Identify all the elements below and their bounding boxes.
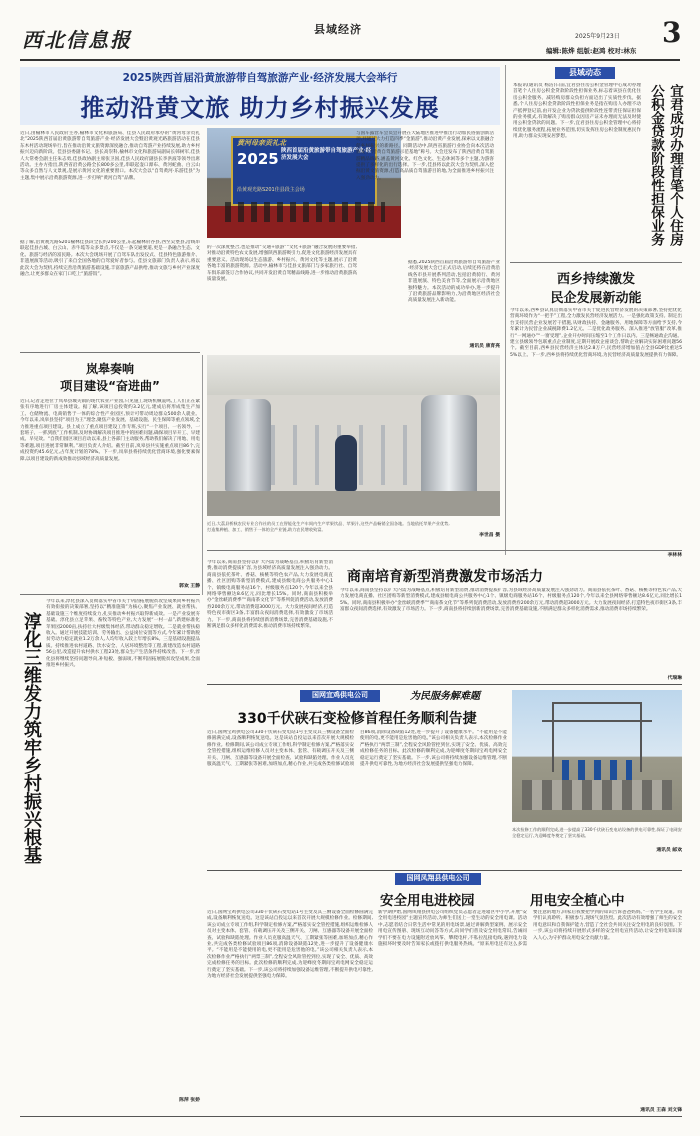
event-banner-sub: 沿黄观光路S201佳县段主会场 — [237, 187, 305, 193]
factory-worker — [335, 435, 357, 491]
shangnan-body: 今年以来,商南县坚持以扩大内需为战略基点,积极培育新型消费,推动消费提质扩容,为县域经济高质量发展注入强劲动力。商南县依托茶叶、香菇、核桃等特色农产品,大力发展电商直播、社区团购等新型消费模式,建成县级电商公共服务中心1个、镇级电商服务站16个、村级服务点120个,今年以来全县网络零售额达8.6亿元,同比增长15%。同时,商南县积极举办“金丝峡消费季”“商南茶文化节”等系列促消费活动,发放消费券200余万元,带动消费超3000万元。大力发展夜间经济,打造特色夜市街区3条,丰富群众夜间消费选择,有效激发了市场活力。下一步,商南县将持续创新消费场景,完善消费基础设施,不断满足群众多样化消费需求,推动消费市场持续繁荣。 — [207, 560, 333, 630]
fengxiang-credit: 通讯员 王森 刘文锋 — [640, 1108, 682, 1113]
fengxiang-rule — [207, 870, 682, 871]
chunhua-rule — [20, 594, 200, 595]
yijun-body: 本报讯(通讯员 杨洁)日前,宜君县住房公积金管理中心成功办理首笔个人住房公积金贷款阶段性担保业务,标志着该县在优化住房公积金服务、减轻购房群众负担方面迈出了实质性步伐。据悉,个人住房公积金贷款阶段性担保业务是指在购房人办理不动产抵押登记前,由开发企业为贷款提供阶段性连带责任保证担保的业务模式,有效解决了购房群众因房产证未办理而无法及时使用公积金贷款的问题。下一步,宜君县住房公积金管理中心将持续优化服务流程,拓展业务范围,切实发挥住房公积金制度惠民作用,助力群众实现安居梦想。 — [513, 83, 641, 140]
lead-credit: 通讯员 康育亮 — [469, 344, 500, 349]
lanhuang-title-1: 岚皋奏响 — [85, 362, 134, 376]
factory-credit: 李世昌 摄 — [479, 533, 500, 538]
masthead-date: 2025年9月23日 — [575, 33, 620, 40]
column-rule-left — [202, 355, 203, 595]
lead-body-col4: 与国车露营车会员会开展在大陆地区推进中推出行动加民俗旅创新活动,并通过大力打造四季“金旅游”,推动沿黄产业发展,探索以文旅融合促乡村振兴的新路径。同期活动中,陕西省旅游行业协会向本次活动颁发了“沿黄自驾旅游示范基地”称号。大会还发布了陕西沿黄自驾旅游精品线路,涵盖黄河文化、红色文化、生态休闲等多个主题,为游客提供了多样化的出行选择。下一步,佳县将以此次大会为契机,深入挖掘沿黄文旅资源,打造高品质自驾旅游目的地,为全面推进乡村振兴注入强劲动力。 — [356, 131, 494, 181]
grid330-company: 国网宜鸡供电公司 — [300, 690, 380, 702]
masthead-logo: 西北信息报 — [22, 28, 132, 52]
factory-ceiling — [207, 355, 500, 395]
grid330-body-lower: 近日,国网宝鸡供电公司330千伏硖石变电站1号主变及其三侧设备全面检修圆满完成,设备顺利恢复送电。这是该站自投运以来首次开展大规模检修作业。检修期间,该公司成立专项工作组,科学制定检修方案,严格落实安全管控措施,组织运维检修人员对主变本体、套管、有载调压开关及三侧开关、刀闸、互感器等设备开展全面检查、试验和缺陷处理。作业人员克服高温天气、工期紧张等困难,加班加点,精心作业,共完成各类检修试验项目86项,消除设备缺陷12处,进一步提升了设备健康水平。“不能用是不能使用的电,更不能用是危害他的电。”该公司相关负责人表示,本次检修作业严格执行“两票三制”,全程安全风险管控到位,实现了安全、优质、高效完成检修任务的目标。此次检修的顺利完成,为迎峰度冬期间宝鸡电网安全稳定运行奠定了坚实基础。下一步,该公司将持续加强设备运维管理,不断提升供电可靠性,为地方经济社会发展提供坚强电力保障。 — [207, 910, 373, 980]
fengxiang-company: 国网凤翔县供电公司 — [395, 873, 481, 885]
grid330-body: 近日,国网宝鸡供电公司330千伏硖石变电站1号主变及其三侧设备全面检修圆满完成,设备顺利恢复送电。这是该站自投运以来首次开展大规模检修作业。检修期间,该公司成立专项工作组,科学制定检修方案,严格落实安全管控措施,组织运维检修人员对主变本体、套管、有载调压开关及三侧开关、刀闸、互感器等设备开展全面检查、试验和缺陷处理。作业人员克服高温天气、工期紧张等困难,加班加点,精心作业,共完成各类检修试验项目86项,消除设备缺陷12处,进一步提升了设备健康水平。“不能用是不能使用的电,更不能用是危害他的电。”该公司相关负责人表示,本次检修作业严格执行“两票三制”,全程安全风险管控到位,实现了安全、优质、高效完成检修任务的目标。此次检修的顺利完成,为迎峰度冬期间宝鸡电网安全稳定运行奠定了坚实基础。下一步,该公司将持续加强设备运维管理,不断提升供电可靠性,为地方经济社会发展提供坚强电力保障。 — [207, 730, 507, 768]
chunhua-credit: 陈萍 张娇 — [179, 1098, 200, 1103]
shangnan-rule — [207, 550, 682, 551]
chunhua-title: 淳化三维发力筑牢乡村振兴根基 — [21, 612, 42, 864]
substation-photo — [512, 690, 682, 822]
substation-equipment — [522, 780, 672, 810]
bottom-rule — [20, 1116, 682, 1117]
shangnan-title: 商南培育新型消费激发市场活力 — [347, 569, 543, 585]
chunhua-body: 今年以来,淳化县深入贯彻落实中省市关于巩固拓展脱贫攻坚成果同乡村振兴有效衔接的决策部署,坚持以“精准施策”为核心,聚焦产业发展、就业帮扶、基础设施三个维度持续发力,扎实推动乡村振兴取得新成效。一是产业发展夯基础。淳化县立足苹果、畜牧等特色产业,大力发展“一村一品”,新建标准化苹果园2000亩,扶持壮大村级集体经济,带动群众稳定增收。二是就业帮扶稳收入。通过开展技能培训、劳务输出、公益岗位安置等方式,今年累计帮助脱贫劳动力稳定就业1.2万余人,人均年收入较上年增长8%。三是基础设施提品质。持续推进农村道路、饮水安全、人居环境整治等工程,新建改造农村道路56公里,改造提升农村供水工程23处,群众生产生活条件持续改善。下一步,淳化县将继续坚持问题导向,补短板、强弱项,不断巩固拓展脱贫攻坚成果,全面推进乡村振兴。 — [46, 599, 200, 669]
xixiang-title-1: 西乡持续激发 — [556, 272, 635, 287]
fengxiang-title-2: 用电安全植心中 — [530, 893, 625, 909]
masthead-section: 县域经济 — [314, 23, 362, 36]
substation-crossbar — [542, 720, 652, 722]
factory-tank-1 — [225, 399, 271, 491]
fengxiang-body: 新学期伊始,国网凤翔县供电公司组织党员志愿者走进辖区中小学,开展“安全用电进校园”主题宣传活动,为师生们送上一堂生动的安全用电课。活动中,志愿者结合日常生活中常见的用电场景,通过讲解典型案例、展示安全用电宣传图册、现场互动问答等方式,向同学们普及安全用电常识,告诫同学们不要在电力设施附近放风筝、攀爬电杆,不私拉乱接电线,遇到电力设施损坏时要及时告知家长或拨打供电服务热线。“原来用电还有这么多需要注意的地方,回家后我要把学到的知识告诉爸爸妈妈。”一名学生说道。同学们认真聆听、积极参与,现场气氛热烈。此次活动有效增强了师生的安全用电意识和自我保护能力,营造了全社会共同关注安全用电的良好氛围。下一步,该公司将持续开展形式多样的安全用电宣传活动,让安全用电知识深入人心,为守护群众用电安全贡献力量。 — [378, 910, 682, 948]
masthead-page-number: 3 — [662, 16, 682, 49]
factory-caption: 近日,大荔县桥秋农民专业合作社的员工在智能化生产车间内生产苹果饮品、苹果汁,这些产品畅销全国各地。当地依托苹果产业优势,打造集种植、加工、销售于一体的全产业链,助力农民增收致富。 — [207, 521, 450, 532]
masthead-rule — [20, 59, 680, 61]
sidebar-tag: 县域动态 — [555, 67, 615, 79]
lead-kicker: 2025陕西首届沿黄旅游带自驾旅游产业·经济发展大会举行 — [122, 72, 398, 84]
xixiang-title-2: 民企发展新动能 — [550, 291, 642, 306]
shangnan-body-right: 今年以来,商南县坚持以扩大内需为战略基点,积极培育新型消费,推动消费提质扩容,为县域经济高质量发展注入强劲动力。商南县依托茶叶、香菇、核桃等特色农产品,大力发展电商直播、社区团购等新型消费模式,建成县级电商公共服务中心1个、镇级电商服务站16个、村级服务点120个,今年以来全县网络零售额达8.6亿元,同比增长15%。同时,商南县积极举办“金丝峡消费季”“商南茶文化节”等系列促消费活动,发放消费券200余万元,带动消费超3000万元。大力发展夜间经济,打造特色夜市街区3条,丰富群众夜间消费选择,有效激发了市场活力。下一步,商南县将持续创新消费场景,完善消费基础设施,不断满足群众多样化消费需求,推动消费市场持续繁荣。 — [340, 588, 682, 613]
substation-caption: 本次检修工作的顺利完成,进一步提高了330千伏硖石变电站设备的供电可靠性,保证了电网安全稳定运行,为迎峰度冬奠定了坚实基础。 — [512, 827, 682, 838]
event-banner-year: 2025 — [237, 150, 279, 168]
yijun-title-col-1: 宜君成功办理首笔个人住房 — [667, 84, 683, 246]
xixiang-credit: 李林林 — [667, 553, 682, 558]
column-rule-right — [505, 65, 506, 555]
fengxiang-title-1: 安全用电进校园 — [380, 893, 475, 909]
lanhuang-title-2: 项目建设“奋进曲” — [60, 379, 160, 393]
factory-photo — [207, 355, 500, 516]
shangnan-credit: 代瑞琳 — [667, 676, 682, 681]
lead-body-col3: 的一次深度整合,也是推动“交通+旅游”“文化+旅游”融合发展的重要举措,对推动沿黄特色农文发展,增强陕西旅游吸引力,促进文化旅游经济发展具有重要意义。活动现场以生态旅游、乡村振兴、黄河文化等主题,展示了沿黄各地丰富的旅游资源。活动中,榆林市与佳县文旅部门与多家旅行社、自驾车俱乐部签订合作协议,共同开发沿黄自驾精品线路,进一步推动沿黄旅游高质量发展。 — [207, 245, 357, 283]
lead-body-col1: 近日,由榆林市人民政府主办,榆林市文化和旅游局、佳县人民政府承办的“黄河母亲贡礼北”2025陕西首届沿黄旅游带自驾旅游产业·经济发展大会暨沿黄观光路旅游活动在佳县东木村活动现场举行,旨在推动沿黄文旅资源深度融合,推动自驾游产业持续发展,助力乡村振兴迈向新阶段。佳县县委副书记、县长高崇科,榆林市文化和旅游局副局长韩树军,佳县人大常委会副主任朱志勇,佳县政协副主席张卫国,佳县人民政府副县长李洪波等领导出席活动。主办方指出,陕西省沿黄公路全长800多公里,串联起壶口瀑布、黄河蛇曲、白云山等众多自然与人文景观,是展示黄河文化的重要窗口。本次大会以“自驾黄河·乐游佳县”为主题,集中展示沿黄旅游资源,进一步打响“黄河自驾”品牌。 — [20, 131, 200, 181]
event-banner-top: 黄河母亲贡礼北 — [237, 138, 286, 147]
masthead-editors: 编辑:陈烨 组版:赵鸿 校对:林东 — [546, 47, 637, 55]
xixiang-rule — [510, 262, 682, 263]
grid330-title: 330千伏硖石变检修首程任务顺利告捷 — [237, 711, 477, 727]
lead-body-col5: 据悉,2025陕西首届沿黄旅游带自驾旅游产业·经济发展大会已正式启动,后续还将在沿黄沿线各市县开展系列活动,包括沿黄骑行、黄河非遗展演、特色美食节等,全面展示沿黄地区独特魅力。本次活动的成功举办,进一步提升了沿黄旅游品牌影响力,为沿黄地区经济社会高质量发展注入新动能。 — [408, 260, 500, 304]
factory-tank-2 — [421, 395, 477, 495]
xixiang-body: 今年以来,西乡县认真贯彻落实中省市关于促进民营经济发展的决策部署,坚持把优化营商环境作为“一把手”工程,全力激发民营经济发展活力。一是强化政策支持。制定出台支持民营企业发展若干措施,从财政扶持、金融服务、用地保障等方面给予支持,今年累计为民营企业减税降费1.2亿元。二是优化政务服务。深入推进“放管服”改革,推行“一网通办”“一窗受理”,企业开办时间压缩至1个工作日以内。三是畅通政企沟通。建立县级领导包联重点企业制度,定期开展政企座谈会,帮助企业解决实际困难问题56个。截至目前,西乡县民营经济主体达2.8万户,民营经济增加值占全县GDP比重达55%以上。下一步,西乡县将持续优化营商环境,为民营经济高质量发展提供有力保障。 — [510, 308, 682, 358]
lanhuang-credit: 郭欢 王静 — [179, 584, 200, 589]
substation-credit: 通讯员 邮欢 — [656, 848, 682, 853]
lead-body-col2: 据了解,沿黄观光路S201榆林佳县段全长约200公里,东起榆林府谷县,西至吴堡县,沿线串联起佳县古城、白云山、赤牛坬等众多景点,不仅是一条交通要道,更是一条融合生态、文化、旅游与经济的富民路。本次大会现场开展了自驾车队出发仪式、佳县特色旅游推介、非遗展演等活动,吸引了来自全国各地的自驾爱好者参与。佳县文旅部门负责人表示,将以此次大会为契机,持续完善沿黄旅游基础设施,丰富旅游产品供给,推动文旅与乡村产业深度融合,让更多群众在家门口吃上“旅游饭”。 — [20, 240, 200, 278]
event-banner-title: 陕西首届沿黄旅游带自驾旅游产业·经济发展大会 — [281, 148, 372, 161]
lanhuang-body: 近日,记者走进位于岚皋县城关镇的现代农业产业园,只见施工现场机械轰鸣,工人们正在紧张有序地进行厂房主体建设。据了解,该项目总投资约3.2亿元,建成后将形成集生产加工、仓储物流、电商销售于一体的综合性产业园区,预计可带动周边群众500余人就业。今年以来,岚皋县坚持“项目为王”理念,聚焦产业发展、基础设施、民生保障等重点领域,全力推进重点项目建设。县上成立了重点项目建设工作专班,实行“一个项目、一名领导、一套班子、一抓到底”工作机制,及时协调解决项目推进中的困难问题,确保项目早开工、早建成、早见效。“自我们园区项目启动以来,县上各部门主动服务,帮助我们解决了用地、用电等难题,项目进展非常顺利。”项目负责人介绍。截至目前,岚皋县共实施重点项目86个,完成投资约45.6亿元,占年度计划的78%。下一步,岚皋县将持续优化营商环境,强化要素保障,以项目建设的新成效推动县域经济高质量发展。 — [20, 399, 200, 462]
lead-headline: 推动沿黄文旅 助力乡村振兴发展 — [80, 93, 440, 122]
yijun-title-col-2: 公积金贷款阶段性担保业务 — [648, 84, 664, 246]
grid330-slogan: 为民服务解难题 — [410, 691, 480, 702]
lanhuang-rule — [20, 352, 200, 353]
factory-floor — [207, 491, 500, 516]
grid330-rule — [207, 684, 682, 685]
